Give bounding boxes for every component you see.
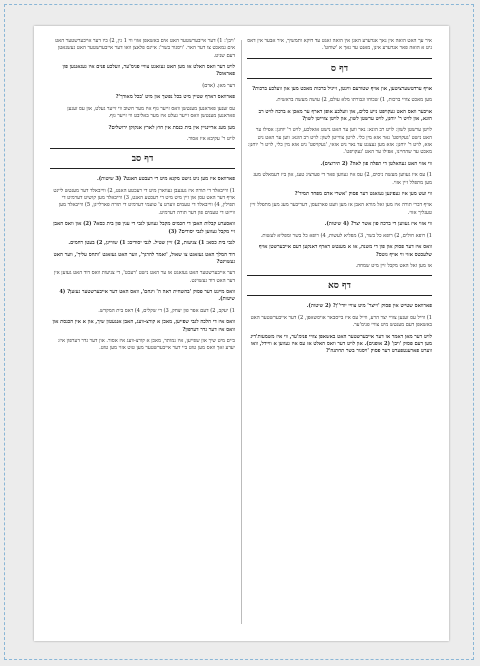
answer-text: אויף דברי תורה איז מען זאל מורא האבן אז מען וועט פארגעסן, דעריבער מעג מען מתפלל זיין טעגליך אזוי. bbox=[250, 202, 432, 216]
question-text: מען מעג אריינגיין אין בית כנסת אין חוץ לארץ אנקוקן ירושלים? bbox=[108, 124, 235, 131]
answer-text: לויט ר' עקיבא איז אסור. bbox=[186, 136, 235, 143]
answer-text: מען מאכט צוויי ברכות, 1) שכוחו וגבורתו מלא עולם, 2) עושה מעשה בראשית. bbox=[275, 97, 432, 104]
section-heading: דף ס bbox=[247, 58, 432, 79]
answer-text: 1) יעקב, 2) דעם אפר פון יצחק, 3) די שקלים, 4) דאס בית המקדש. bbox=[98, 307, 235, 314]
question-text: אויבער וואס האט געקויפט נייע כלים, און וועלכע אופן דארף ער מאכן א ברכה לויט רב הונא, און לויט ר' יוחנן, לויט ערשטן לשון, און לויטן צווייטן לשון? bbox=[258, 108, 432, 122]
document-page bbox=[34, 26, 449, 641]
question-text: אויף ערדטשערציטען, און אויף שטורעם ווינטן, זייניל ברכות מאכט מען און וועלכע ברכות? bbox=[252, 85, 432, 92]
answer-text: דער מאן. (אדם) bbox=[202, 82, 235, 89]
question-text: ווי ועש מען איז געפינען געזאגט דער פסוק 'אשרי אדם מפחד תמיד'? bbox=[294, 190, 432, 197]
answer-text: 1) רופא חולים, 2) רופא כל בשר, 3) מפליא לעשות, 4) רופא כל בשר ומפליא לעשות. bbox=[260, 232, 432, 239]
answer-text: איר עך האט הואה אין נאך אנדערע האגן אין הואה זאגט עד דוקא ותמשיך, איר אבער אין דאס ניט א הואה פאר אנדערע אינן, מאנט עד נאך א 'שוחט'. bbox=[247, 38, 432, 52]
left-column bbox=[50, 38, 235, 357]
question-text: ווי אזוי איז געווען די ברכה פון אשר יצר? (4 שיטות). bbox=[324, 221, 432, 228]
answer-text: לויטן ערשטן לשון: לויט רב הונא: נאר ווען ער האט נישט אזאלכע, לויט ר' יוחנן: אפילו ער האט נישט 'געקויפט' נאר אזא מין כלי. לויטן צווייטן לשון: לויט רב הונא: ווען ער האט ניט אזא, לויט ר' יוחנן: אזא מען געצנט עד נאר ניט אזאי, 'געקויפט' ניט אזא מין כלי, לויט ר' יוחנן: מאכט עד שהחיינו, אפילו ער האט 'געקויפט'. bbox=[247, 127, 432, 156]
section-heading: דף סב bbox=[50, 148, 235, 169]
question-text: וואס איז דער פסוק און פון די משנה, אז א מענטש דארף דאנקען דעם אייבערשטן אויף שלעכטס אזוי ווי אויף גוטס? bbox=[258, 244, 432, 258]
section-heading: דף סא bbox=[247, 275, 432, 296]
question-text: לויט דער מאן דאמר אז דער אייבערשטער האט באשאפן צוויי פנימ'ער, ווי איז משמעות'דיג מען דעם פסוק 'ויבן' (2 אופנים). און לויט דער וואס האלט אז עס איז געווען א וויידל, וואו ווערט פארענטפערט דער פסוק 'ויסגור בשר תחתנה'? bbox=[250, 333, 432, 355]
answer-text: אז מען זאל האט מקבל זיין מיט שמחה. bbox=[355, 263, 432, 269]
column-divider bbox=[241, 40, 242, 624]
question-text: ווי אזוי האט געהאלטן די תפלה פון לאה? (2 תירוצים). bbox=[320, 160, 432, 167]
question-text: פארוואס שטייט אין פסוק 'וייצר' מיט צוויי יודי''ן? (2 שיטות). bbox=[306, 303, 432, 310]
question-text: פארוואס איז מען ניט גישט מקנא מיט די רעבטע האנט? (3 שיטות). bbox=[96, 176, 235, 183]
answer-text: ביים מיט שיך און שפייען, איז נמותר, מאכן א קורצ-וועג איז אסור. און דער גדר דערפון איז: יעדע זאך וואס מען טוט ביי דער אייבערשטער מען טוט אזוי מען טוט. bbox=[57, 338, 235, 352]
question-text: לגבי בית כסא: 1) צניעות, 2) זיין שטיל. לגבי יסודים: 1) שווייגן, 2) בעטן רחמים. bbox=[68, 240, 235, 247]
right-column bbox=[247, 38, 432, 360]
question-text: וואס מיינט דער פסוק 'בהשחית ראה ה' וינחם', וואס האט דער אייבערשטער געזען? (4 שיטות). bbox=[59, 289, 235, 303]
answer-text: עס זענען פאראנען מענטשן וואס זייער גוף איז מער חשוב ווי זייער געלט, און עס זענען פאראנען מענטשן וואס זייער געלט איז מער באליבט ווי זייער גוף. bbox=[67, 105, 235, 120]
answer-text: 1) ווייל עס זענען צוויי יצר הרע, ווייל עס איז בייסבאר אויסשאפן, 2) דער אייבערשטער האט באשאפן דעם מענטש מיט צוויי פנימ'ער. bbox=[250, 314, 432, 329]
question-text: וואס איז די הלכה לגבי שפייען, מאכן א קורצ-וועג, האבן אנגעטון שיך, און א אין הכנסת און וואס איז דער גדר דערפון? bbox=[52, 319, 235, 333]
answer-text: דער אייבערשטער האט געזאגט אז ער האט נישט 'רעכט', די צניעות וואס דוד האט געזען אין דער האט דוד געשוינט. bbox=[53, 270, 235, 284]
question-text: לויט דער וואס האלט אז מען האט געזאגט צוויי פנימ'ער, וועלכע פנים איז געגאנגען פון פאראוס? bbox=[62, 64, 235, 78]
question-text: וואסערע קבלות האבן די חכמים מקבל געווען לגבי די ענין פון בית כסא? (2) און וואס האבן זיי מקבל געווען לגבי יסודים? (3) bbox=[53, 221, 235, 235]
answer-text: 1) עס איז געווען מעשה ניסים, 2) עס איז געווען פאר די פערציג טעג, און ביז דעמאלט מעג מען מתפלל זיין אזוי. bbox=[253, 172, 432, 186]
question-text: פארוואס דארף שטיין מיט בכל נפשך און מיט 'בכל מאודך'? bbox=[115, 94, 235, 101]
question-text: דוד המלך האט געזאגט צו שאול, 'ואמר להרגך', ווער האט געזאגט 'ותחס עליך', ווער האט געשוינט? bbox=[53, 251, 235, 265]
answer-text: 'ויבן': 1) דער אייבערשטער האט אים באשאפן אזוי ווי 1 נין, 2) ביז דער אייבערשטער האט אים גמאכט צו דער האר. 'ויסגור בשר': איינס פלאצן וואו דער אייבערשטער האט געשנאטן דעם שניט. bbox=[55, 38, 235, 59]
answer-text: 1) ווייבאלד די תורה איז געגעבן געווארן מיט די רעכטע האנט, 2) ווייבאלד דער מענטש ליינט אויף דער האט עסן און זיין מיט מיט די רעכטע האנט, 3) ווייבאלד מען קושיט דערמיט די תפילין, 4) ווייבאלד די טעמים ווערט צ' טועמי דערמיט די תורה פארלייגן, 5) ווייבאלד מען ווייזט די טעמים פון דער תורה דערמיט. bbox=[53, 187, 235, 216]
